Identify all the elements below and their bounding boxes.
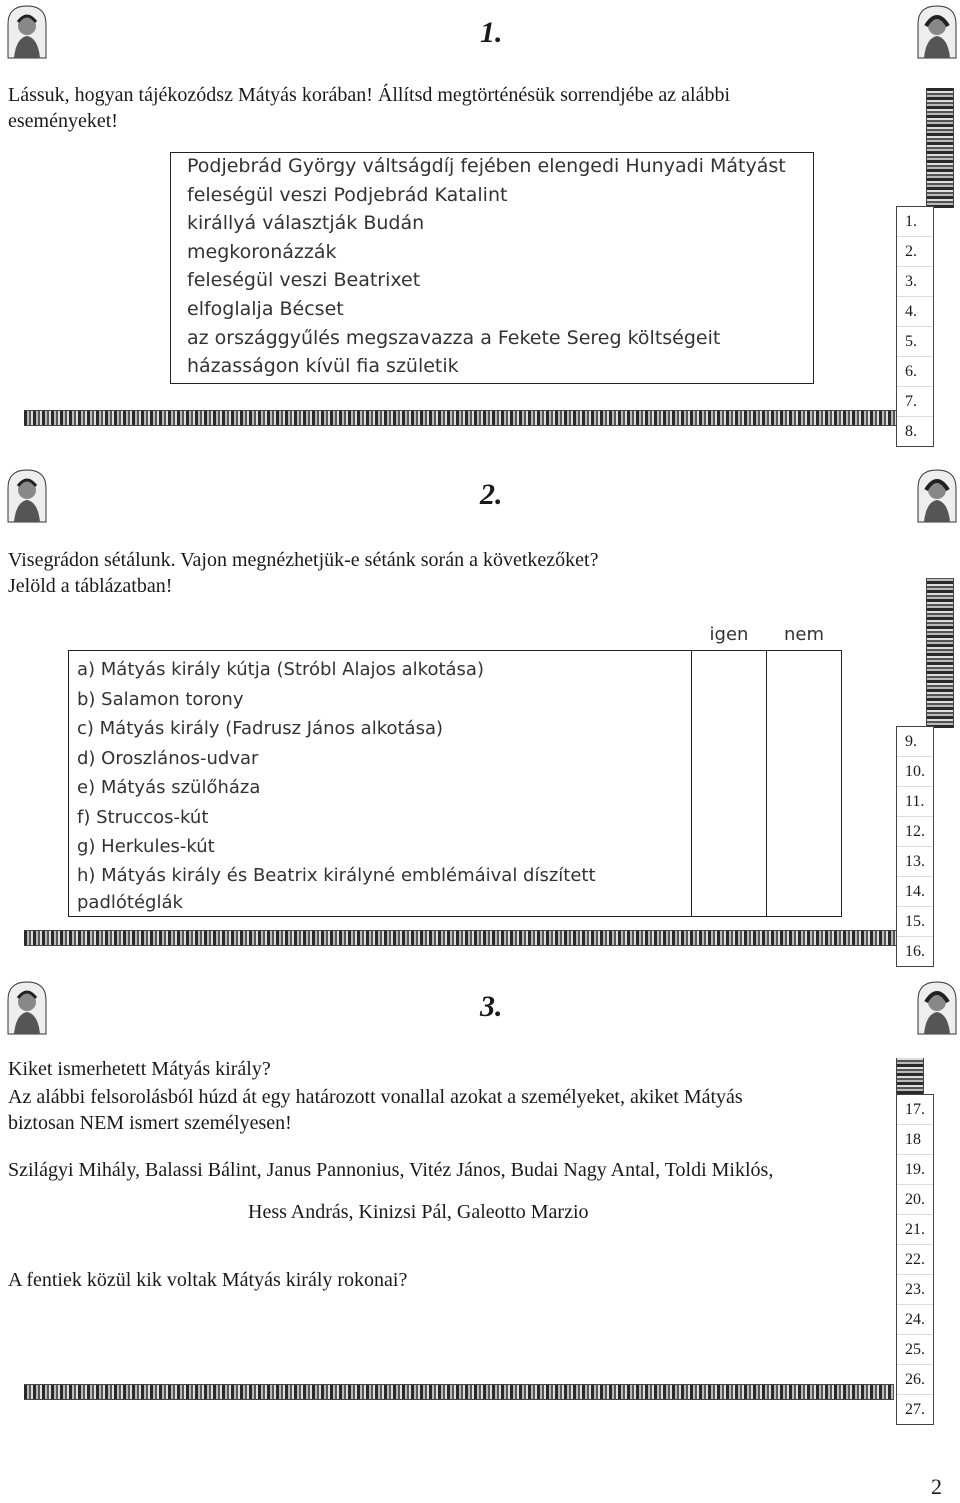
king-portrait-icon: [6, 980, 48, 1036]
answer-number: 16.: [905, 943, 925, 960]
header-blank: [69, 618, 692, 651]
visegrad-table: [68, 618, 842, 917]
answer-number: 1.: [897, 207, 933, 237]
ornamental-border-horizontal: [24, 1384, 894, 1400]
queen-portrait-icon: [916, 4, 958, 60]
answer-number: 27.: [905, 1401, 925, 1418]
answer-number: 2.: [897, 237, 933, 267]
answer-number: 3.: [897, 267, 933, 297]
intro-line: Lássuk, hogyan tájékozódsz Mátyás korában! Állítsd megtörténésük sorrendjébe az alábbi: [8, 84, 731, 106]
ornamental-border-vertical: [926, 578, 954, 728]
section-3-question: Kiket ismerhetett Mátyás király?: [8, 1058, 271, 1080]
answer-number: 22.: [897, 1245, 933, 1275]
items-cell: [69, 651, 692, 917]
table-item: a) Mátyás király kútja (Stróbl Alajos alkotása): [77, 659, 484, 680]
events-box: [170, 152, 814, 384]
section-1-intro: [8, 82, 730, 134]
table-item: b) Salamon torony: [77, 688, 244, 710]
section-1-number: 1.: [480, 16, 503, 49]
answer-column-3: [896, 1094, 934, 1425]
instruction-line: Az alábbi felsorolásból húzd át egy határozott vonallal azokat a személyeket, akiket Mátyás: [8, 1086, 743, 1108]
intro-line: eseményeket!: [8, 110, 118, 132]
answer-number: 8.: [905, 423, 917, 440]
answer-number: 25.: [897, 1335, 933, 1365]
answer-number: 23.: [897, 1275, 933, 1305]
table-item: c) Mátyás király (Fadrusz János alkotása): [77, 718, 444, 739]
answer-number: 6.: [897, 357, 933, 387]
no-cell[interactable]: [767, 651, 842, 917]
event-item: feleségül veszi Podjebrád Katalint: [187, 184, 508, 206]
event-item: Podjebrád György váltságdíj fejében elengedi Hunyadi Mátyást: [187, 155, 786, 177]
event-item: házasságon kívül fia születik: [187, 355, 459, 377]
answer-column-2: [896, 726, 934, 967]
names-list-line[interactable]: Hess András, Kinizsi Pál, Galeotto Marzio: [248, 1201, 589, 1223]
yes-cell[interactable]: [692, 651, 767, 917]
ornamental-border-horizontal: [24, 410, 904, 426]
intro-line: Visegrádon sétálunk. Vajon megnézhetjük-e sétánk során a következőket?: [8, 549, 599, 571]
table-item: h) Mátyás király és Beatrix királyné emblémáival díszített padlótéglák: [77, 864, 596, 913]
answer-number: 19.: [897, 1155, 933, 1185]
answer-number: 21.: [897, 1215, 933, 1245]
event-item: az országgyűlés megszavazza a Fekete Sereg költségeit: [187, 327, 721, 349]
answer-number: 26.: [897, 1365, 933, 1395]
king-portrait-icon: [6, 468, 48, 524]
ornamental-border-horizontal: [24, 930, 904, 946]
event-item: feleségül veszi Beatrixet: [187, 269, 421, 291]
answer-number: 20.: [897, 1185, 933, 1215]
answer-number: 11.: [897, 787, 933, 817]
event-item: megkoronázzák: [187, 241, 337, 263]
section-3-instruction: [8, 1084, 743, 1136]
king-portrait-icon: [6, 4, 48, 60]
ornamental-border-vertical: [926, 88, 954, 208]
section-2-number: 2.: [480, 478, 503, 511]
table-item: f) Struccos-kút: [77, 806, 209, 828]
section-2-intro: [8, 547, 598, 599]
event-item: királlyá választják Budán: [187, 212, 425, 234]
answer-number: 15.: [897, 907, 933, 937]
answer-number: 24.: [897, 1305, 933, 1335]
event-item: elfoglalja Bécset: [187, 298, 344, 320]
answer-number: 4.: [897, 297, 933, 327]
answer-number: 5.: [897, 327, 933, 357]
table-item: e) Mátyás szülőháza: [77, 777, 261, 798]
answer-number: 17.: [897, 1095, 933, 1125]
section-3-number: 3.: [480, 990, 503, 1023]
col-yes-header: igen: [709, 623, 749, 645]
answer-number: 13.: [897, 847, 933, 877]
names-list-line[interactable]: Szilágyi Mihály, Balassi Bálint, Janus Pannonius, Vitéz János, Budai Nagy Antal, Toldi Miklós,: [8, 1159, 774, 1181]
queen-portrait-icon: [916, 980, 958, 1036]
instruction-line: biztosan NEM ismert személyesen!: [8, 1112, 292, 1134]
answer-number: 14.: [897, 877, 933, 907]
answer-number: 18: [897, 1125, 933, 1155]
intro-line: Jelöld a táblázatban!: [8, 575, 173, 597]
relatives-question: A fentiek közül kik voltak Mátyás király rokonai?: [8, 1269, 408, 1291]
answer-column-1: [896, 206, 934, 447]
answer-number: 10.: [897, 757, 933, 787]
answer-number: 9.: [897, 727, 933, 757]
answer-number: 12.: [897, 817, 933, 847]
ornamental-border-vertical: [896, 1058, 924, 1094]
queen-portrait-icon: [916, 468, 958, 524]
col-no-header: nem: [783, 623, 825, 645]
table-item: g) Herkules-kút: [77, 836, 215, 857]
answer-number: 7.: [897, 387, 933, 417]
table-item: d) Oroszlános-udvar: [77, 747, 259, 769]
page-number: 2: [931, 1474, 942, 1499]
